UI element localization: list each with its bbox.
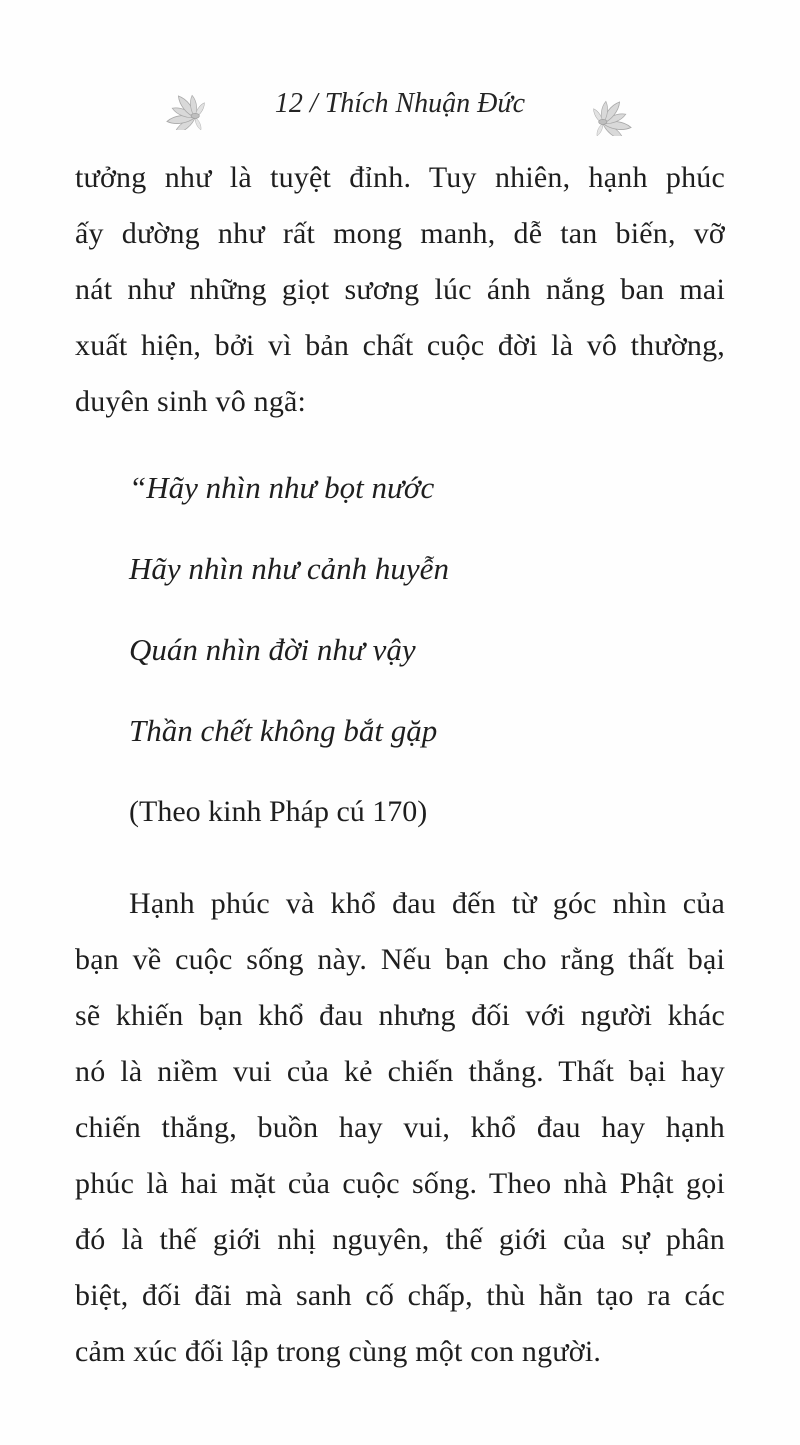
paragraph: [75, 876, 725, 1380]
text-line: chiến thắng, buồn hay vui, khổ đau hay hạnh: [75, 1111, 725, 1144]
page-body: [0, 150, 800, 1380]
verse-line: Quán nhìn đời như vậy: [129, 632, 416, 667]
text-line: đó là thế giới nhị nguyên, thế giới của sự phân: [75, 1223, 725, 1256]
text-line: cảm xúc đối lập trong cùng một con người.: [75, 1335, 602, 1368]
text-line: phúc là hai mặt của cuộc sống. Theo nhà Phật gọi: [75, 1167, 725, 1200]
text-line: duyên sinh vô ngã:: [75, 385, 307, 418]
verse-block: [75, 460, 725, 840]
verse-line: Hãy nhìn như cảnh huyễn: [129, 551, 449, 586]
text-line: nát như những giọt sương lúc ánh nắng ban mai: [75, 273, 725, 306]
text-line: biệt, đối đãi mà sanh cố chấp, thù hằn tạo ra các: [75, 1279, 725, 1312]
text-line: tưởng như là tuyệt đỉnh. Tuy nhiên, hạnh phúc: [75, 161, 725, 194]
running-head: 12 / Thích Nhuận Đức: [274, 88, 526, 119]
text-line: xuất hiện, bởi vì bản chất cuộc đời là vô thường,: [75, 329, 725, 362]
text-line: sẽ khiến bạn khổ đau nhưng đối với người khác: [75, 999, 725, 1032]
page-header: [0, 0, 800, 150]
paragraph: [75, 150, 725, 430]
verse-line: “Hãy nhìn như bọt nước: [129, 470, 435, 505]
verse-line: Thần chết không bắt gặp: [129, 713, 438, 748]
verse-citation: (Theo kinh Pháp cú 170): [129, 795, 428, 828]
text-line: nó là niềm vui của kẻ chiến thắng. Thất bại hay: [75, 1055, 725, 1088]
text-line: bạn về cuộc sống này. Nếu bạn cho rằng thất bại: [75, 943, 725, 976]
lotus-flower-icon: [578, 82, 640, 136]
text-line: ấy dường như rất mong manh, dễ tan biến, vỡ: [75, 217, 725, 250]
text-line: Hạnh phúc và khổ đau đến từ góc nhìn của: [129, 887, 725, 920]
